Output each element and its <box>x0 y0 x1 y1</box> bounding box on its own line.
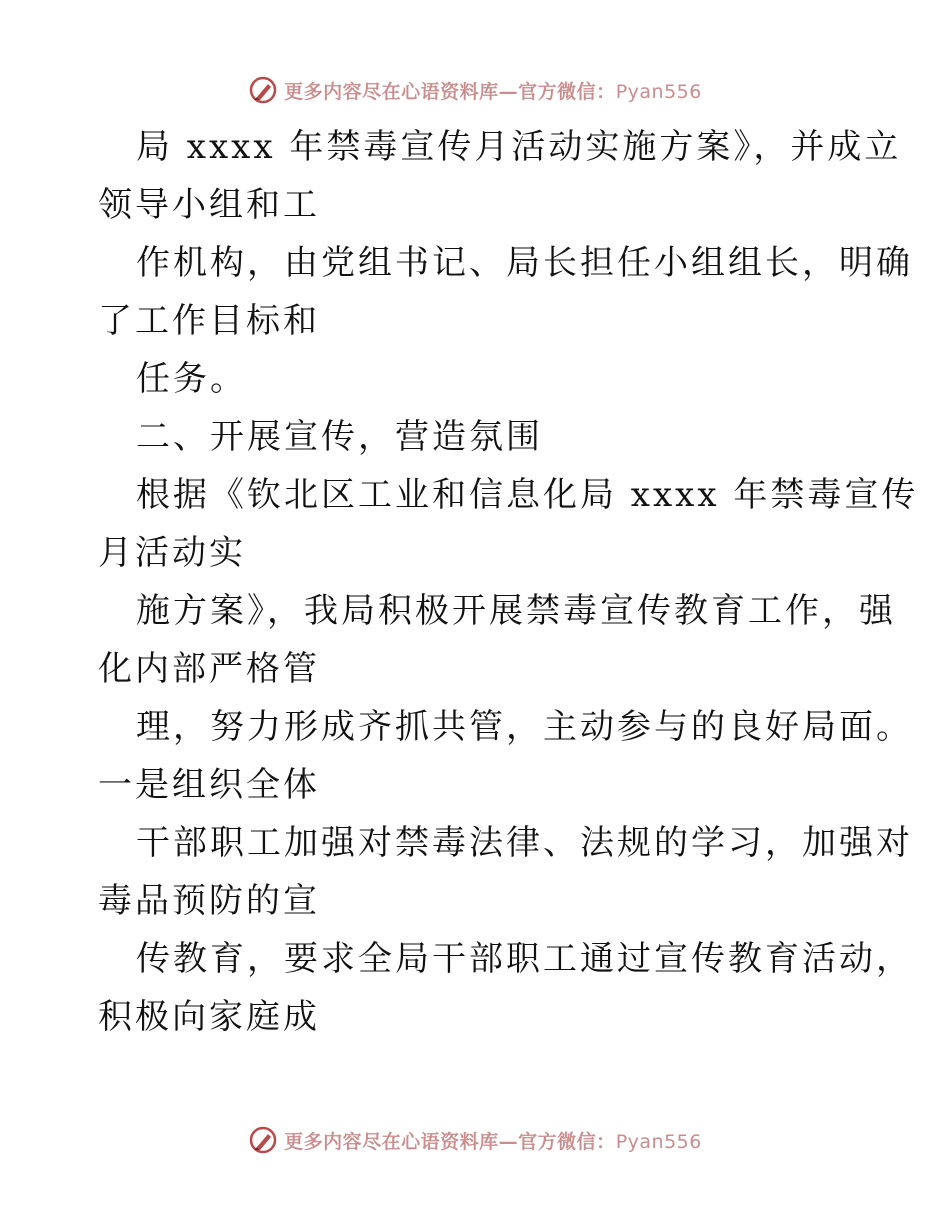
text-line: 干部职工加强对禁毒法律、法规的学习，加强对 <box>136 823 913 863</box>
text-line: 局 xxxx 年禁毒宣传月活动实施方案》，并成立 <box>136 127 902 167</box>
header-watermark-text <box>284 77 702 104</box>
section-heading: 二、开展宣传，营造氛围 <box>136 417 543 457</box>
header-watermark-main: 更多内容尽在心语资料库 <box>284 80 499 103</box>
text-line: 施方案》，我局积极开展禁毒宣传教育工作，强 <box>136 591 896 631</box>
footer-watermark-contact: 官方微信： <box>518 1130 616 1153</box>
text-line: 理，努力形成齐抓共管，主动参与的良好局面。 <box>136 707 913 747</box>
text-line: 一是组织全体 <box>98 765 320 805</box>
header-watermark-contact: 官方微信： <box>518 80 616 103</box>
header-watermark-handle: Pyan556 <box>615 80 702 103</box>
footer-watermark-handle: Pyan556 <box>615 1130 702 1153</box>
pen-logo-icon <box>248 1125 278 1155</box>
footer-watermark-sep: — <box>498 1130 519 1153</box>
text-line: 化内部严格管 <box>98 649 320 689</box>
text-line: 了工作目标和 <box>98 301 320 341</box>
text-line: 毒品预防的宣 <box>98 881 320 921</box>
text-line: 作机构，由党组书记、局长担任小组组长，明确 <box>136 243 913 283</box>
text-line: 月活动实 <box>98 533 246 573</box>
footer-watermark-text <box>284 1127 702 1154</box>
footer-watermark-main: 更多内容尽在心语资料库 <box>284 1130 499 1153</box>
header-watermark-sep: — <box>498 80 519 103</box>
text-line: 传教育，要求全局干部职工通过宣传教育活动， <box>136 939 913 979</box>
text-line: 领导小组和工 <box>98 185 320 225</box>
pen-logo-icon <box>248 75 278 105</box>
text-line: 任务。 <box>136 359 247 399</box>
footer-watermark <box>0 1120 950 1160</box>
text-line: 积极向家庭成 <box>98 997 320 1037</box>
header-watermark <box>0 70 950 110</box>
text-line: 根据《钦北区工业和信息化局 xxxx 年禁毒宣传 <box>136 475 919 515</box>
document-body <box>98 118 919 1046</box>
